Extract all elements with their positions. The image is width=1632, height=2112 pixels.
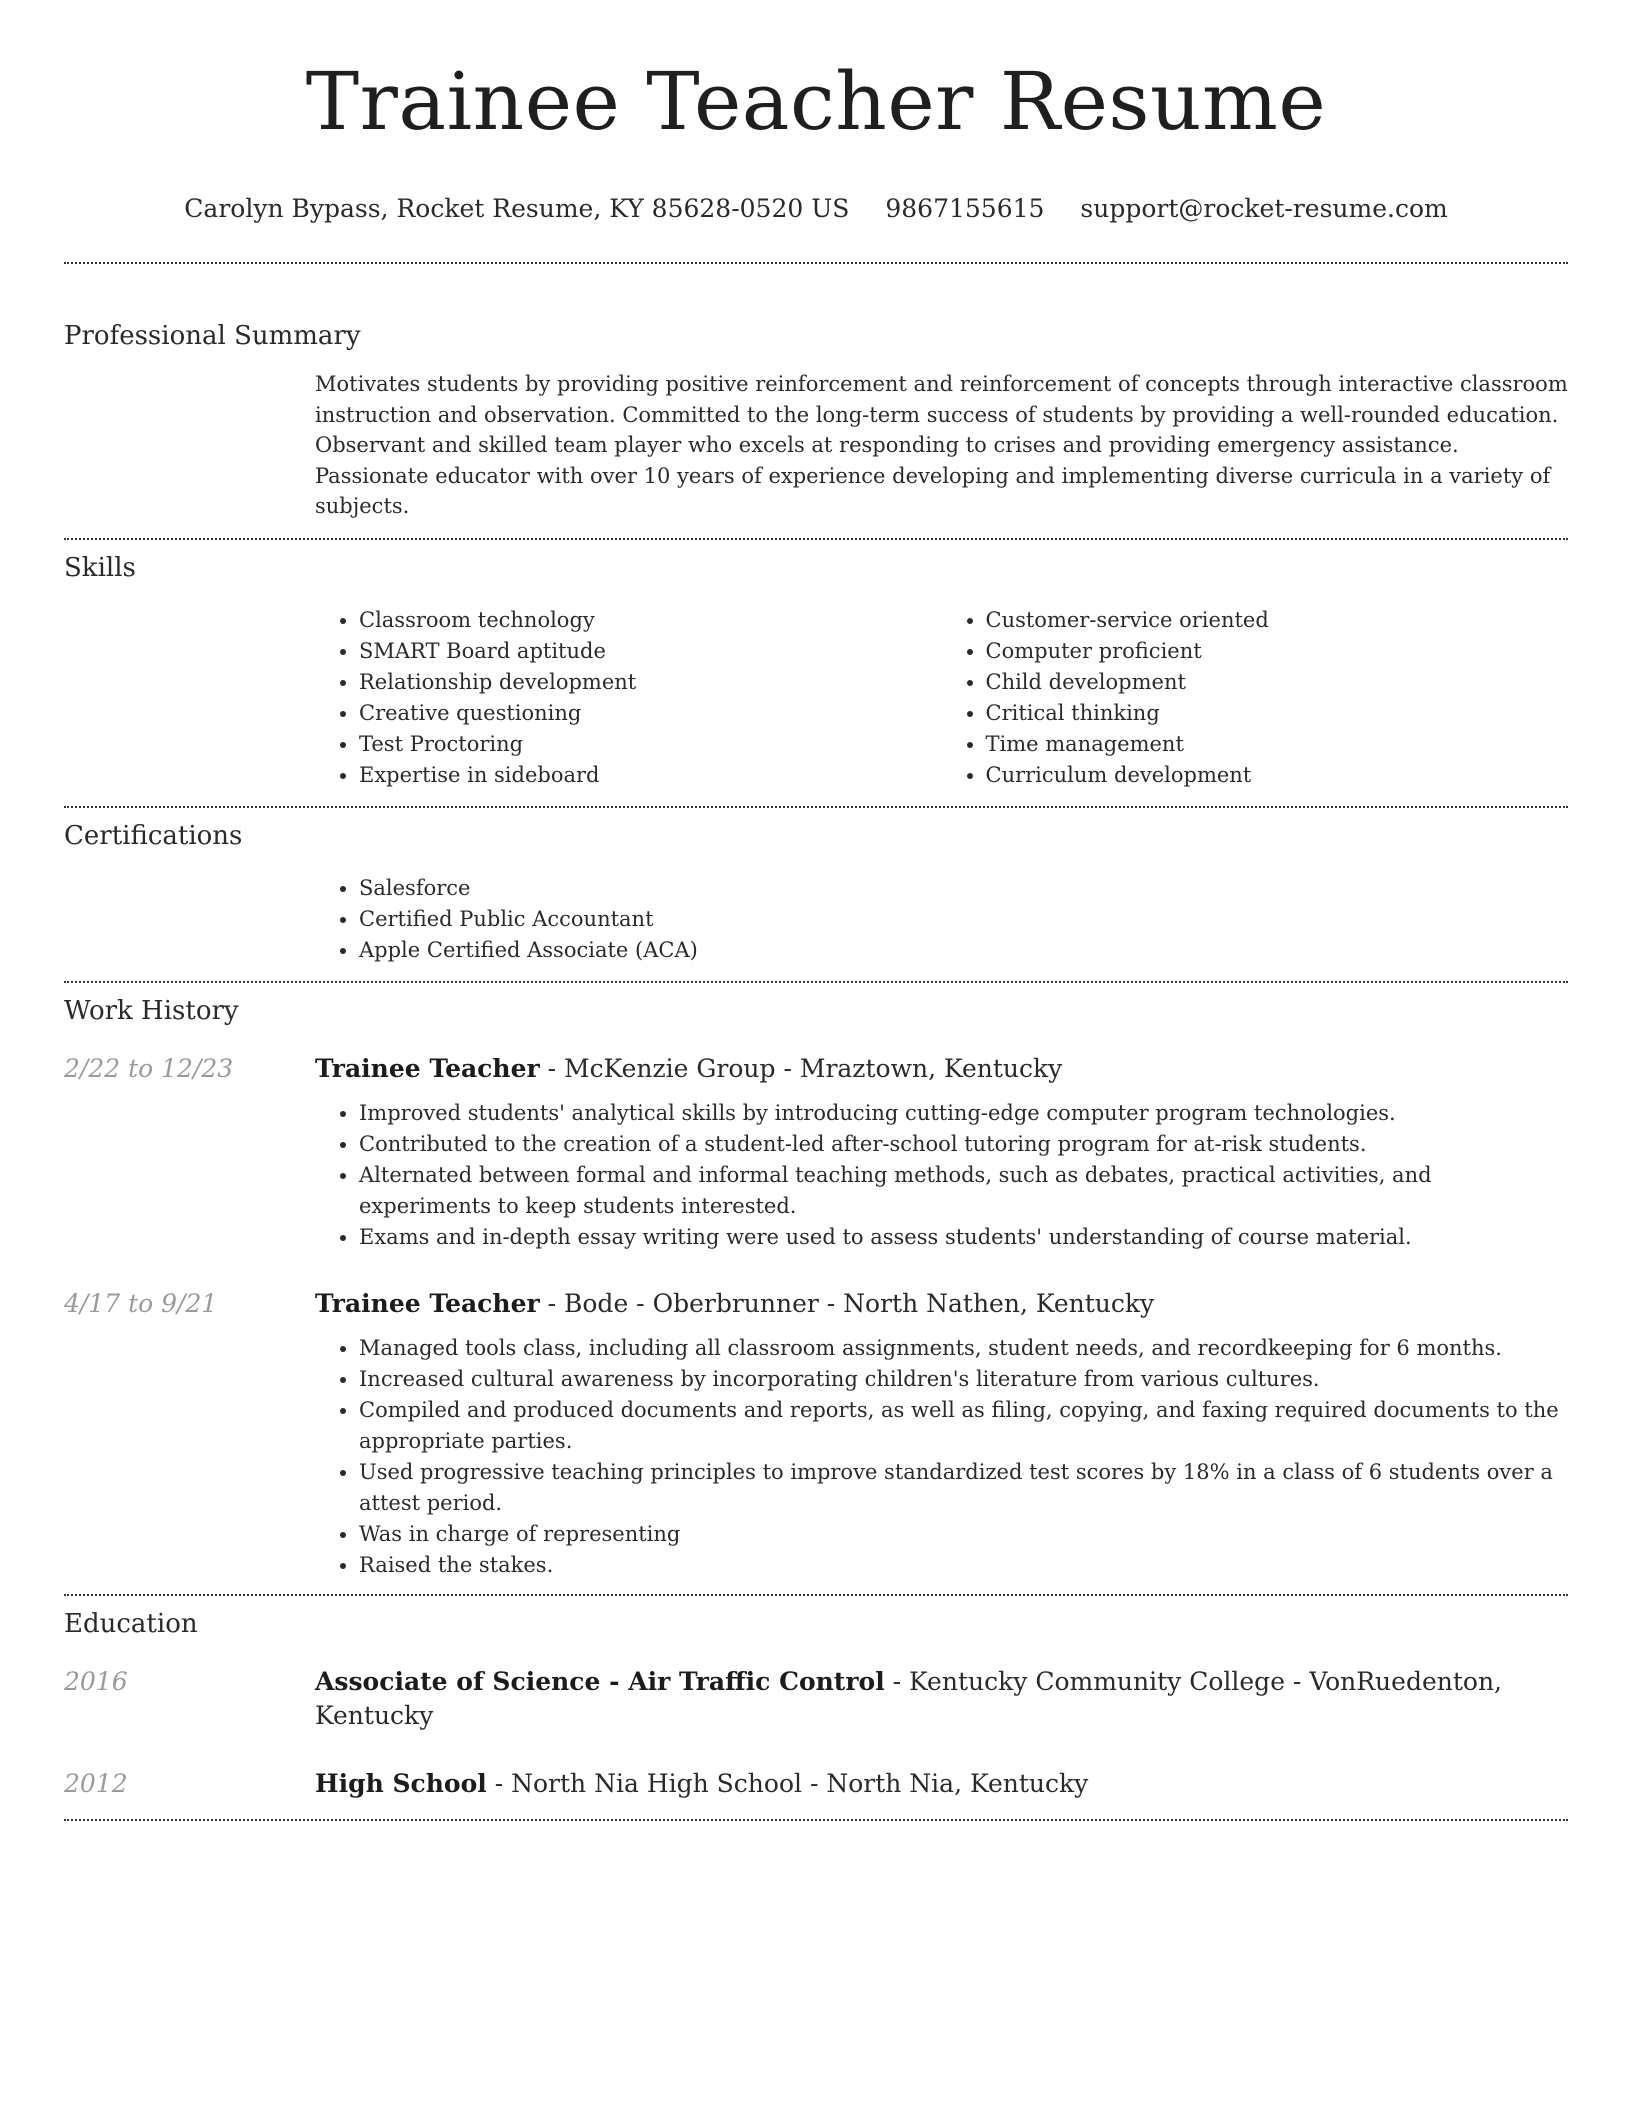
divider [64, 1819, 1568, 1821]
list-item: • Classroom technology [359, 605, 942, 636]
list-item: • Relationship development [359, 667, 942, 698]
list-item: • Computer proficient [986, 636, 1569, 667]
section-education [64, 1596, 1568, 1819]
section-heading: Education [64, 1608, 198, 1639]
job-employer: - McKenzie Group - Mraztown, Kentucky [539, 1053, 1063, 1083]
education-degree: Associate of Science - Air Traffic Control [315, 1666, 885, 1696]
list-item: • Certified Public Accountant [359, 904, 1568, 935]
section-work-history [64, 983, 1568, 1594]
skills-grid [315, 605, 1568, 806]
job-entry [64, 1287, 1568, 1594]
list-item: • Raised the stakes. [359, 1550, 1568, 1581]
list-item: • Improved students' analytical skills by introducing cutting-edge computer program technologies. [359, 1098, 1568, 1129]
contact-address: Carolyn Bypass, Rocket Resume, KY 85628-0520 US [184, 194, 850, 223]
skills-list-left [315, 605, 942, 791]
list-item: • Test Proctoring [359, 729, 942, 760]
job-title: Trainee Teacher [315, 1288, 540, 1318]
list-item: • Salesforce [359, 873, 1568, 904]
education-entry [64, 1767, 1568, 1819]
list-item: • Apple Certified Associate (ACA) [359, 935, 1568, 966]
section-skills [64, 540, 1568, 806]
list-item: • Child development [986, 667, 1569, 698]
list-item: • Managed tools class, including all classroom assignments, student needs, and recordkeeping for 6 months. [359, 1333, 1568, 1364]
section-heading: Certifications [64, 820, 243, 851]
certifications-list [315, 873, 1568, 966]
education-heading [315, 1665, 1568, 1733]
list-item: • Contributed to the creation of a student-led after-school tutoring program for at-risk students. [359, 1129, 1568, 1160]
job-title: Trainee Teacher [315, 1053, 540, 1083]
list-item: • Used progressive teaching principles to improve standardized test scores by 18% in a class of 6 students over a attest period. [359, 1457, 1568, 1519]
section-summary [64, 264, 1568, 538]
job-dates: 4/17 to 9/21 [64, 1288, 218, 1318]
section-heading: Work History [64, 995, 239, 1026]
job-header [64, 1052, 1568, 1086]
education-school: - Kentucky Community College - VonRuedenton, Kentucky [315, 1666, 1503, 1730]
contact-email: support@rocket-resume.com [1080, 194, 1448, 223]
job-duties [315, 1333, 1568, 1594]
job-entry [64, 1052, 1568, 1253]
list-item: • Critical thinking [986, 698, 1569, 729]
job-bullets [315, 1098, 1568, 1253]
list-item: • Exams and in-depth essay writing were used to assess students' understanding of course material. [359, 1222, 1568, 1253]
education-degree: High School [315, 1768, 487, 1798]
list-item: • Increased cultural awareness by incorporating children's literature from various cultures. [359, 1364, 1568, 1395]
list-item: • Compiled and produced documents and reports, as well as filing, copying, and faxing required documents to the appropriate parties. [359, 1395, 1568, 1457]
list-item: • SMART Board aptitude [359, 636, 942, 667]
contact-line [64, 192, 1568, 226]
section-certifications [64, 808, 1568, 981]
skills-list-right [942, 605, 1569, 791]
job-bullets [315, 1333, 1568, 1581]
section-heading: Skills [64, 552, 136, 583]
summary-text: Motivates students by providing positive reinforcement and reinforcement of concepts through interactive classroom instruction and observation. Committed to the long-term success of students by providing a well-rounded education. Observant and skilled team player who excels at responding to crises and providing emergency assistance. Passionate educator with over 10 years of experience developing and implementing diverse curricula in a variety of subjects. [315, 372, 1568, 518]
job-heading [315, 1052, 1062, 1086]
list-item: • Curriculum development [986, 760, 1569, 791]
certifications-content [315, 873, 1568, 981]
list-item: • Alternated between formal and informal teaching methods, such as debates, practical activities, and experiments to keep students interested. [359, 1160, 1568, 1222]
job-heading [315, 1287, 1154, 1321]
list-item: • Time management [986, 729, 1569, 760]
job-header [64, 1287, 1568, 1321]
list-item: • Creative questioning [359, 698, 942, 729]
education-year: 2012 [64, 1768, 128, 1798]
list-item: • Expertise in sideboard [359, 760, 942, 791]
education-heading [315, 1767, 1088, 1801]
job-duties [315, 1098, 1568, 1253]
job-employer: - Bode - Oberbrunner - North Nathen, Kentucky [539, 1288, 1155, 1318]
list-item: • Was in charge of representing [359, 1519, 1568, 1550]
education-school: - North Nia High School - North Nia, Kentucky [486, 1768, 1089, 1798]
list-item: • Customer-service oriented [986, 605, 1569, 636]
contact-phone: 9867155615 [885, 194, 1045, 223]
page-title: Trainee Teacher Resume [305, 55, 1327, 148]
section-heading: Professional Summary [64, 321, 361, 351]
education-year: 2016 [64, 1666, 128, 1696]
job-dates: 2/22 to 12/23 [64, 1053, 234, 1083]
education-entry [64, 1665, 1568, 1733]
